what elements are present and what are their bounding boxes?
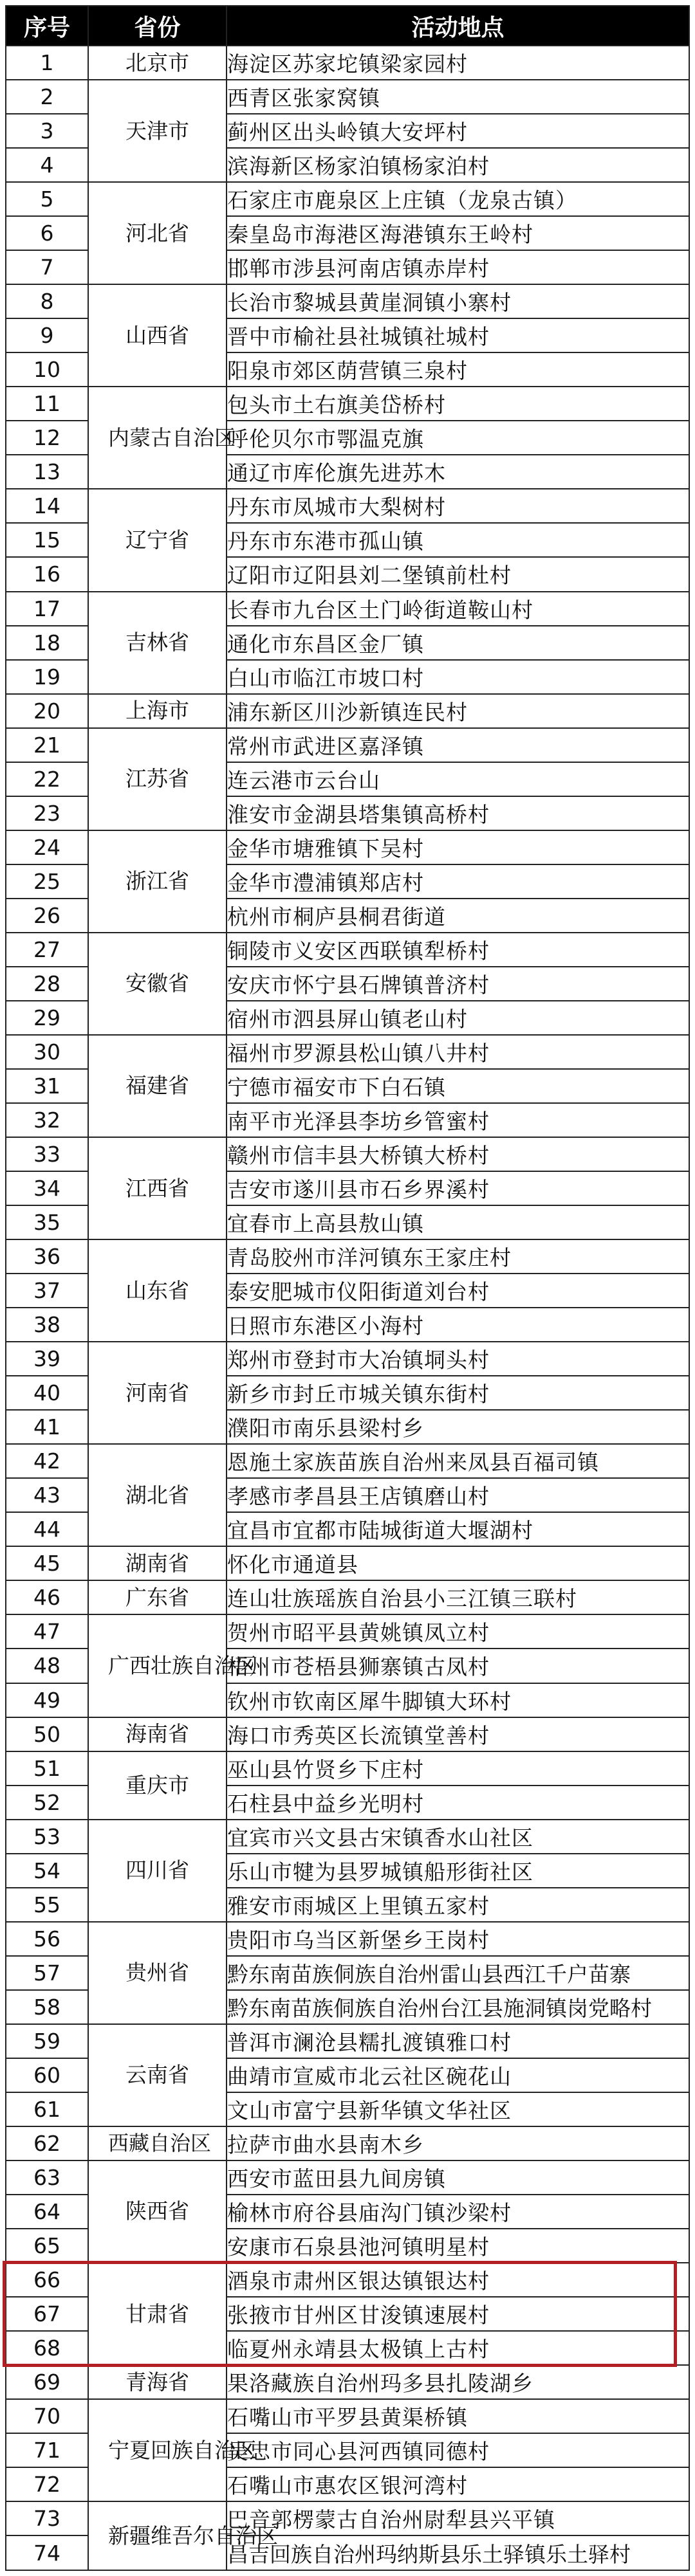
seq-cell: 18: [6, 626, 88, 660]
place-cell: 连山壮族瑶族自治县小三江镇三联村: [227, 1580, 689, 1614]
place-cell: 蓟州区出头岭镇大安坪村: [227, 114, 689, 148]
province-cell: 辽宁省: [88, 489, 227, 591]
table-row: [6, 284, 689, 318]
place-cell: 长春市九台区土门岭街道鞍山村: [227, 592, 689, 626]
province-cell: 甘肃省: [88, 2263, 227, 2365]
place-cell: 邯郸市涉县河南店镇赤岸村: [227, 250, 689, 284]
place-cell: 临夏州永靖县太极镇上古村: [227, 2331, 689, 2365]
place-cell: 巴音郭楞蒙古自治州尉犁县兴平镇: [227, 2501, 689, 2535]
seq-cell: 36: [6, 1239, 88, 1274]
place-cell: 白山市临江市坡口村: [227, 660, 689, 694]
seq-cell: 58: [6, 1990, 88, 2024]
province-cell: 贵州省: [88, 1922, 227, 2024]
place-cell: 榆林市府谷县庙沟门镇沙梁村: [227, 2195, 689, 2229]
province-cell: 湖北省: [88, 1444, 227, 1546]
province-cell: 内蒙古自治区: [88, 387, 227, 489]
place-cell: 连云港市云台山: [227, 762, 689, 796]
seq-cell: 57: [6, 1956, 88, 1990]
seq-cell: 28: [6, 967, 88, 1001]
seq-cell: 37: [6, 1274, 88, 1308]
place-cell: 丹东市东港市孤山镇: [227, 523, 689, 557]
place-cell: 文山市富宁县新华镇文华社区: [227, 2092, 689, 2126]
seq-cell: 27: [6, 933, 88, 967]
place-cell: 郑州市登封市大冶镇垌头村: [227, 1342, 689, 1376]
place-cell: 丹东市凤城市大梨树村: [227, 489, 689, 523]
table-row: [6, 1137, 689, 1171]
seq-cell: 1: [6, 46, 88, 80]
place-cell: 宿州市泗县屏山镇老山村: [227, 1001, 689, 1035]
seq-cell: 67: [6, 2297, 88, 2331]
seq-cell: 31: [6, 1069, 88, 1103]
province-cell: 山西省: [88, 284, 227, 387]
table-row: [6, 1717, 689, 1751]
seq-cell: 41: [6, 1410, 88, 1444]
place-cell: 曲靖市宣威市北云社区碗花山: [227, 2058, 689, 2092]
place-cell: 孝感市孝昌县王店镇磨山村: [227, 1478, 689, 1512]
province-cell: 宁夏回族自治区: [88, 2399, 227, 2501]
seq-cell: 66: [6, 2263, 88, 2297]
seq-cell: 4: [6, 148, 88, 182]
table-row: [6, 2399, 689, 2433]
seq-cell: 35: [6, 1205, 88, 1239]
seq-cell: 65: [6, 2229, 88, 2263]
seq-cell: 42: [6, 1444, 88, 1478]
province-cell: 山东省: [88, 1239, 227, 1342]
table-body: [6, 46, 689, 2570]
seq-cell: 60: [6, 2058, 88, 2092]
seq-cell: 71: [6, 2433, 88, 2467]
province-cell: 青海省: [88, 2365, 227, 2399]
place-cell: 宜春市上高县敖山镇: [227, 1205, 689, 1239]
table-row: [6, 2365, 689, 2399]
place-cell: 辽阳市辽阳县刘二堡镇前杜村: [227, 557, 689, 591]
seq-cell: 72: [6, 2467, 88, 2501]
seq-cell: 13: [6, 455, 88, 489]
seq-cell: 9: [6, 318, 88, 352]
seq-cell: 33: [6, 1137, 88, 1171]
table-row: [6, 694, 689, 728]
seq-cell: 45: [6, 1546, 88, 1580]
province-cell: 湖南省: [88, 1546, 227, 1580]
place-cell: 金华市塘雅镇下吴村: [227, 830, 689, 864]
place-cell: 梧州市苍梧县狮寨镇古凤村: [227, 1649, 689, 1683]
place-cell: 张掖市甘州区甘浚镇速展村: [227, 2297, 689, 2331]
table-row: [6, 1580, 689, 1614]
place-cell: 新乡市封丘市城关镇东街村: [227, 1376, 689, 1410]
seq-cell: 52: [6, 1786, 88, 1820]
seq-cell: 74: [6, 2535, 88, 2570]
table-row: [6, 933, 689, 967]
seq-cell: 11: [6, 387, 88, 421]
place-cell: 南平市光泽县李坊乡管蜜村: [227, 1103, 689, 1137]
place-cell: 日照市东港区小海村: [227, 1308, 689, 1342]
seq-cell: 69: [6, 2365, 88, 2399]
place-cell: 昌吉回族自治州玛纳斯县乐土驿镇乐土驿村: [227, 2535, 689, 2570]
table-row: [6, 1614, 689, 1649]
seq-cell: 16: [6, 557, 88, 591]
seq-cell: 54: [6, 1854, 88, 1888]
place-cell: 福州市罗源县松山镇八井村: [227, 1035, 689, 1069]
seq-cell: 12: [6, 421, 88, 455]
place-cell: 包头市土右旗美岱桥村: [227, 387, 689, 421]
seq-cell: 43: [6, 1478, 88, 1512]
place-cell: 宜昌市宜都市陆城街道大堰湖村: [227, 1512, 689, 1546]
seq-cell: 30: [6, 1035, 88, 1069]
place-cell: 呼伦贝尔市鄂温克旗: [227, 421, 689, 455]
province-cell: 安徽省: [88, 933, 227, 1035]
seq-cell: 70: [6, 2399, 88, 2433]
place-cell: 常州市武进区嘉泽镇: [227, 728, 689, 762]
header-seq: 序号: [6, 6, 88, 46]
province-cell: 新疆维吾尔自治区: [88, 2501, 227, 2570]
place-cell: 西安市蓝田县九间房镇: [227, 2160, 689, 2195]
place-cell: 雅安市雨城区上里镇五家村: [227, 1888, 689, 1922]
place-cell: 秦皇岛市海港区海港镇东王岭村: [227, 216, 689, 250]
table-row: [6, 1239, 689, 1274]
province-cell: 广西壮族自治区: [88, 1614, 227, 1717]
place-cell: 巫山县竹贤乡下庄村: [227, 1751, 689, 1786]
place-cell: 赣州市信丰县大桥镇大桥村: [227, 1137, 689, 1171]
place-cell: 海淀区苏家坨镇梁家园村: [227, 46, 689, 80]
table-row: [6, 1751, 689, 1786]
seq-cell: 48: [6, 1649, 88, 1683]
table-row: [6, 46, 689, 80]
table-row: [6, 1035, 689, 1069]
province-cell: 江西省: [88, 1137, 227, 1239]
place-cell: 濮阳市南乐县梁村乡: [227, 1410, 689, 1444]
table-row: [6, 2160, 689, 2195]
seq-cell: 34: [6, 1171, 88, 1205]
table-row: [6, 80, 689, 114]
place-cell: 乐山市犍为县罗城镇船形街社区: [227, 1854, 689, 1888]
seq-cell: 63: [6, 2160, 88, 2195]
place-cell: 普洱市澜沧县糯扎渡镇雅口村: [227, 2024, 689, 2058]
place-cell: 杭州市桐庐县桐君街道: [227, 899, 689, 933]
seq-cell: 10: [6, 352, 88, 387]
seq-cell: 38: [6, 1308, 88, 1342]
seq-cell: 14: [6, 489, 88, 523]
province-cell: 四川省: [88, 1820, 227, 1922]
place-cell: 石柱县中益乡光明村: [227, 1786, 689, 1820]
table-row: [6, 182, 689, 216]
place-cell: 怀化市通道县: [227, 1546, 689, 1580]
table-row: [6, 387, 689, 421]
province-cell: 广东省: [88, 1580, 227, 1614]
place-cell: 吉安市遂川县市石乡界溪村: [227, 1171, 689, 1205]
province-cell: 浙江省: [88, 830, 227, 933]
seq-cell: 6: [6, 216, 88, 250]
place-cell: 宜宾市兴文县古宋镇香水山社区: [227, 1820, 689, 1854]
seq-cell: 22: [6, 762, 88, 796]
activity-locations-table: [5, 5, 690, 2571]
header-row: [6, 6, 689, 46]
seq-cell: 23: [6, 796, 88, 830]
place-cell: 金华市澧浦镇郑店村: [227, 864, 689, 899]
place-cell: 长治市黎城县黄崖洞镇小寨村: [227, 284, 689, 318]
place-cell: 通化市东昌区金厂镇: [227, 626, 689, 660]
seq-cell: 24: [6, 830, 88, 864]
place-cell: 安庆市怀宁县石牌镇普济村: [227, 967, 689, 1001]
seq-cell: 3: [6, 114, 88, 148]
place-cell: 滨海新区杨家泊镇杨家泊村: [227, 148, 689, 182]
place-cell: 果洛藏族自治州玛多县扎陵湖乡: [227, 2365, 689, 2399]
table-row: [6, 1444, 689, 1478]
seq-cell: 7: [6, 250, 88, 284]
seq-cell: 39: [6, 1342, 88, 1376]
seq-cell: 73: [6, 2501, 88, 2535]
province-cell: 天津市: [88, 80, 227, 182]
place-cell: 通辽市库伦旗先进苏木: [227, 455, 689, 489]
province-cell: 西藏自治区: [88, 2126, 227, 2160]
place-cell: 贵阳市乌当区新堡乡王岗村: [227, 1922, 689, 1956]
seq-cell: 20: [6, 694, 88, 728]
seq-cell: 64: [6, 2195, 88, 2229]
seq-cell: 47: [6, 1614, 88, 1649]
table-row: [6, 2024, 689, 2058]
province-cell: 陕西省: [88, 2160, 227, 2263]
seq-cell: 15: [6, 523, 88, 557]
place-cell: 海口市秀英区长流镇堂善村: [227, 1717, 689, 1751]
seq-cell: 49: [6, 1683, 88, 1717]
place-cell: 恩施土家族苗族自治州来凤县百福司镇: [227, 1444, 689, 1478]
seq-cell: 62: [6, 2126, 88, 2160]
place-cell: 贺州市昭平县黄姚镇凤立村: [227, 1614, 689, 1649]
seq-cell: 5: [6, 182, 88, 216]
seq-cell: 44: [6, 1512, 88, 1546]
province-cell: 上海市: [88, 694, 227, 728]
province-cell: 云南省: [88, 2024, 227, 2126]
table-row: [6, 1342, 689, 1376]
province-cell: 福建省: [88, 1035, 227, 1137]
seq-cell: 61: [6, 2092, 88, 2126]
place-cell: 拉萨市曲水县南木乡: [227, 2126, 689, 2160]
seq-cell: 32: [6, 1103, 88, 1137]
place-cell: 黔东南苗族侗族自治州雷山县西江千户苗寨: [227, 1956, 689, 1990]
province-cell: 北京市: [88, 46, 227, 80]
seq-cell: 21: [6, 728, 88, 762]
table-row: [6, 2263, 689, 2297]
place-cell: 酒泉市肃州区银达镇银达村: [227, 2263, 689, 2297]
province-cell: 江苏省: [88, 728, 227, 830]
table-row: [6, 728, 689, 762]
province-cell: 河北省: [88, 182, 227, 284]
table-row: [6, 2126, 689, 2160]
table-row: [6, 1820, 689, 1854]
table-row: [6, 830, 689, 864]
place-cell: 黔东南苗族侗族自治州台江县施洞镇岗党略村: [227, 1990, 689, 2024]
seq-cell: 40: [6, 1376, 88, 1410]
table-row: [6, 1922, 689, 1956]
seq-cell: 68: [6, 2331, 88, 2365]
table-row: [6, 1546, 689, 1580]
place-cell: 泰安肥城市仪阳街道刘台村: [227, 1274, 689, 1308]
place-cell: 阳泉市郊区荫营镇三泉村: [227, 352, 689, 387]
place-cell: 铜陵市义安区西联镇犁桥村: [227, 933, 689, 967]
seq-cell: 50: [6, 1717, 88, 1751]
table-row: [6, 2501, 689, 2535]
province-cell: 吉林省: [88, 592, 227, 694]
place-cell: 安康市石泉县池河镇明星村: [227, 2229, 689, 2263]
seq-cell: 53: [6, 1820, 88, 1854]
place-cell: 宁德市福安市下白石镇: [227, 1069, 689, 1103]
table-row: [6, 489, 689, 523]
seq-cell: 46: [6, 1580, 88, 1614]
place-cell: 晋中市榆社县社城镇社城村: [227, 318, 689, 352]
province-cell: 海南省: [88, 1717, 227, 1751]
seq-cell: 2: [6, 80, 88, 114]
seq-cell: 55: [6, 1888, 88, 1922]
seq-cell: 51: [6, 1751, 88, 1786]
place-cell: 石家庄市鹿泉区上庄镇（龙泉古镇）: [227, 182, 689, 216]
seq-cell: 29: [6, 1001, 88, 1035]
province-cell: 重庆市: [88, 1751, 227, 1820]
place-cell: 吴忠市同心县河西镇同德村: [227, 2433, 689, 2467]
place-cell: 钦州市钦南区犀牛脚镇大环村: [227, 1683, 689, 1717]
place-cell: 浦东新区川沙新镇连民村: [227, 694, 689, 728]
header-place: 活动地点: [227, 6, 689, 46]
place-cell: 青岛胶州市洋河镇东王家庄村: [227, 1239, 689, 1274]
seq-cell: 59: [6, 2024, 88, 2058]
place-cell: 石嘴山市平罗县黄渠桥镇: [227, 2399, 689, 2433]
place-cell: 淮安市金湖县塔集镇高桥村: [227, 796, 689, 830]
place-cell: 石嘴山市惠农区银河湾村: [227, 2467, 689, 2501]
seq-cell: 19: [6, 660, 88, 694]
seq-cell: 25: [6, 864, 88, 899]
province-cell: 河南省: [88, 1342, 227, 1444]
seq-cell: 56: [6, 1922, 88, 1956]
header-province: 省份: [88, 6, 227, 46]
place-cell: 西青区张家窝镇: [227, 80, 689, 114]
seq-cell: 26: [6, 899, 88, 933]
seq-cell: 17: [6, 592, 88, 626]
table-row: [6, 592, 689, 626]
seq-cell: 8: [6, 284, 88, 318]
